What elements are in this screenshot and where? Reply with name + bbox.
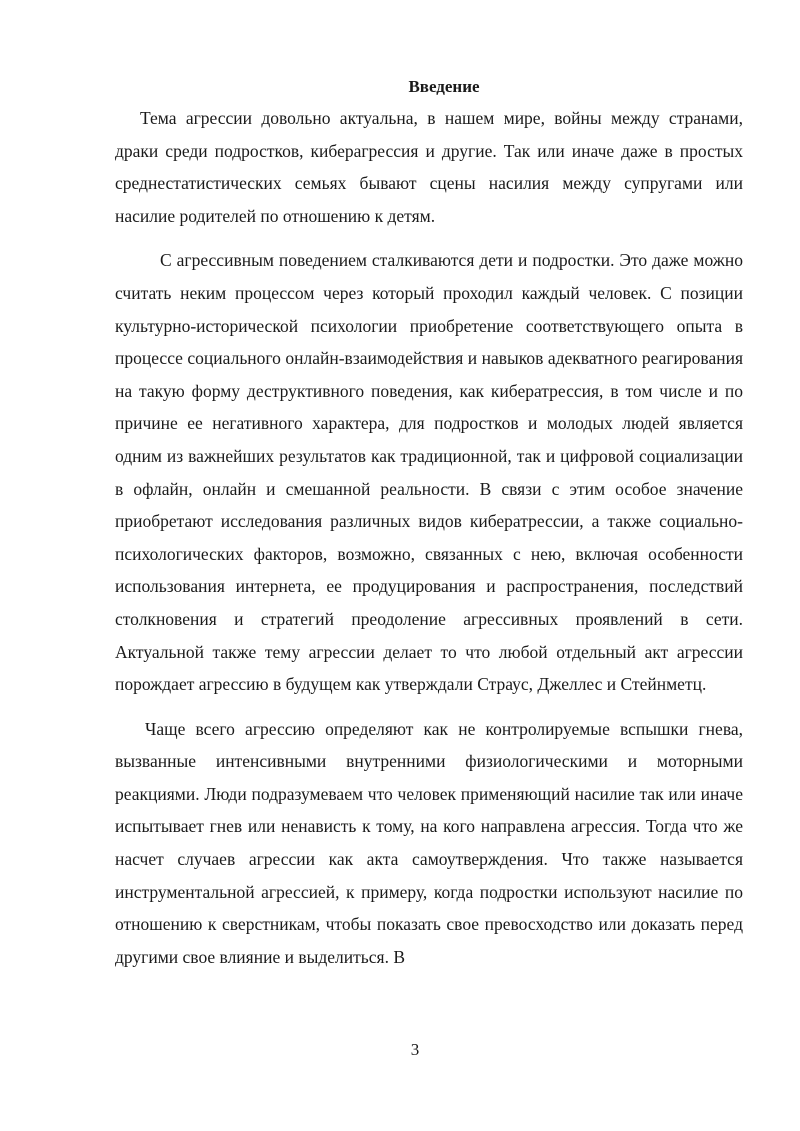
paragraph-2: С агрессивным поведением сталкиваются дети и подростки. Это даже можно считать неким процессом через который проходил каждый человек. С позиции культурно-исторической психологии приобретение соответствующего опыта в процессе социального онлайн-взаимодействия и навыков адекватного реагирования на такую форму деструктивного поведения, как кибератрессия, в том числе и по причине ее негативного характера, для подростков и молодых людей является одним из важнейших результатов как традиционной, так и цифровой социализации в офлайн, онлайн и смешанной реальности. В связи с этим особое значение приобретают исследования различных видов кибератрессии, а также социально-психологических факторов, возможно, связанных с нею, включая особенности использования интернета, ее продуцирования и распространения, последствий столкновения и стратегий преодоление агрессивных проявлений в сети. Актуальной также тему агрессии делает то что любой отдельный акт агрессии порождает агрессию в будущем как утверждали Страус, Джеллес и Стейнметц. — [115, 250, 743, 695]
paragraph-1: Тема агрессии довольно актуальна, в нашем мире, войны между странами, драки среди подростков, киберагрессия и другие. Так или иначе даже в простых среднестатистических семьях бывают сцены насилия между супругами или насилие родителей по отношению к детям. — [115, 108, 743, 226]
page-number: 3 — [410, 1040, 420, 1059]
page-content — [115, 75, 743, 973]
paragraph-3: Чаще всего агрессию определяют как не контролируемые вспышки гнева, вызванные интенсивными внутренними физиологическими и моторными реакциями. Люди подразумеваем что человек применяющий насилие так или иначе испытывает гнев или ненависть к тому, на кого направлена агрессия. Тогда что же насчет случаев агрессии как акта самоутверждения. Что также называется инструментальной агрессией, к примеру, когда подростки используют насилие по отношению к сверстникам, чтобы показать свое превосходство или доказать перед другими свое влияние и выделиться. В — [115, 718, 743, 967]
section-heading: Введение — [408, 77, 480, 96]
